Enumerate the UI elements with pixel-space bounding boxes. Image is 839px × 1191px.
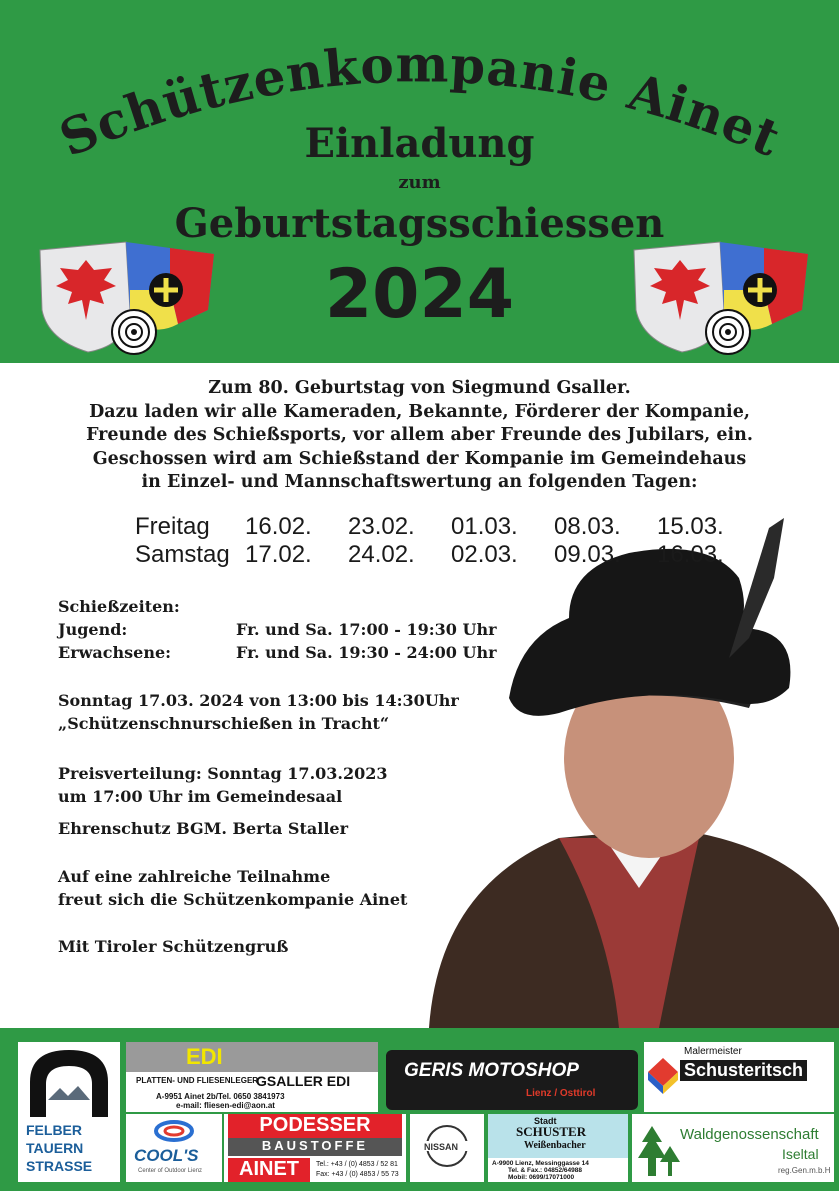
shooting-times xyxy=(58,595,497,664)
sunday-event xyxy=(58,689,459,735)
sponsor-schusteritsch xyxy=(644,1042,834,1112)
left-coat-of-arms xyxy=(38,240,216,355)
edi-mail: e-mail: fliesen-edi@aon.at xyxy=(176,1101,275,1110)
nissan-name: NISSAN xyxy=(424,1142,459,1152)
podesser-tel: Tel.: +43 / (0) 4853 / 52 81 xyxy=(316,1161,398,1168)
schedule-date: 17.02. xyxy=(245,541,312,568)
podesser-name: PODESSER xyxy=(228,1114,402,1138)
target-icon xyxy=(112,310,156,354)
stadtschuster-sub: Weißenbacher xyxy=(524,1140,586,1151)
time-value: Fr. und Sa. 17:00 - 19:30 Uhr xyxy=(236,620,497,639)
edi-name: GSALLER EDI xyxy=(256,1073,351,1089)
invitation-title: Einladung xyxy=(304,120,535,167)
target-icon xyxy=(706,310,750,354)
schusteritsch-name: Schusteritsch xyxy=(680,1060,807,1081)
geris-name: GERIS MOTOSHOP xyxy=(404,1060,579,1081)
cools-swirl-icon xyxy=(154,1120,194,1142)
greeting: Mit Tiroler Schützengruß xyxy=(58,937,289,956)
podesser-place: AINET xyxy=(228,1158,310,1182)
event-title: Geburtstagsschiessen xyxy=(174,200,665,247)
schedule-day: Freitag xyxy=(135,513,210,540)
wald-place: Iseltal xyxy=(782,1146,819,1162)
sponsor-felbertauern xyxy=(18,1042,120,1182)
schedule-row xyxy=(135,541,724,569)
felbertauern-l2: TAUERN xyxy=(26,1140,84,1156)
schedule-day: Samstag xyxy=(135,541,230,568)
cools-sub: Center of Outdoor Lienz xyxy=(138,1168,203,1174)
organization-title: Schützenkompanie Ainet xyxy=(51,34,789,169)
right-coat-of-arms xyxy=(632,240,810,355)
edi-trade: PLATTEN- UND FLIESENLEGER xyxy=(136,1076,259,1085)
schedule-date: 24.02. xyxy=(348,541,415,568)
stadtschuster-top: Stadt xyxy=(534,1116,557,1126)
shooting-times-heading: Schießzeiten: xyxy=(58,597,180,616)
time-label: Jugend: xyxy=(58,620,128,639)
tree-logo-icon xyxy=(634,1118,684,1178)
intro-line: Freunde des Schießsports, vor allem aber Freunde des Jubilars, ein. xyxy=(86,425,753,445)
sunday-line: Sonntag 17.03. 2024 von 13:00 bis 14:30Uhr xyxy=(58,691,459,710)
schedule-date: 01.03. xyxy=(451,513,518,540)
podesser-fax: Fax: +43 / (0) 4853 / 55 73 xyxy=(316,1171,399,1178)
award-info xyxy=(58,762,388,808)
sponsor-gsaller-edi xyxy=(126,1042,378,1112)
cools-name: COOL'S xyxy=(134,1146,199,1165)
time-label: Erwachsene: xyxy=(58,643,172,662)
sponsor-geris-motoshop xyxy=(386,1050,638,1110)
intro-text xyxy=(0,377,839,495)
time-value: Fr. und Sa. 19:30 - 24:00 Uhr xyxy=(236,643,497,662)
wald-name: Waldgenossenschaft xyxy=(680,1126,819,1143)
intro-line: Dazu laden wir alle Kameraden, Bekannte, Förderer der Kompanie, xyxy=(89,401,750,422)
schedule-date: 09.03. xyxy=(554,541,621,568)
schusteritsch-top: Malermeister xyxy=(684,1046,742,1057)
schedule-date: 23.02. xyxy=(348,513,415,540)
schedule-date: 16.02. xyxy=(245,513,312,540)
stadtschuster-name: SCHUSTER xyxy=(516,1124,587,1139)
schedule-table xyxy=(135,513,724,569)
schedule-row xyxy=(135,513,724,541)
tunnel-logo-icon xyxy=(18,1042,120,1117)
schedule-date: 02.03. xyxy=(451,541,518,568)
event-year: 2024 xyxy=(324,255,515,334)
edi-address: A-9951 Ainet 2b/Tel. 0650 3841973 xyxy=(156,1092,285,1101)
schedule-date: 16.03. xyxy=(657,541,724,568)
invitation-body xyxy=(0,363,839,1028)
color-cubes-icon xyxy=(646,1056,680,1096)
intro-line: Zum 80. Geburtstag von Siegmund Gsaller. xyxy=(208,378,631,398)
sponsor-stadtschuster xyxy=(488,1114,628,1182)
edi-logo: EDI xyxy=(186,1044,223,1069)
intro-line: in Einzel- und Mannschaftswertung an folgenden Tagen: xyxy=(141,472,698,492)
patron-line: Ehrenschutz BGM. Berta Staller xyxy=(58,819,349,838)
organization-title-arc xyxy=(0,0,839,200)
stadtschuster-address: A-9900 Lienz, Messinggasse 14 xyxy=(492,1160,589,1167)
shooting-time-row xyxy=(58,641,497,664)
closing-line: Auf eine zahlreiche Teilnahme xyxy=(58,867,331,886)
sponsor-bar xyxy=(0,1028,839,1191)
podesser-sub: BAUSTOFFE xyxy=(228,1138,402,1156)
jubilar-portrait xyxy=(409,508,839,1028)
wald-sub: reg.Gen.m.b.H xyxy=(778,1166,831,1175)
schedule-date: 15.03. xyxy=(657,513,724,540)
felbertauern-l3: STRASSE xyxy=(26,1158,93,1174)
geris-place: Lienz / Osttirol xyxy=(526,1088,596,1099)
connector-word: zum xyxy=(398,172,441,193)
felbertauern-l1: FELBER xyxy=(26,1122,82,1138)
stadtschuster-tel: Tel. & Fax.: 04852/64988 xyxy=(508,1167,582,1174)
intro-line: Geschossen wird am Schießstand der Kompanie im Gemeindehaus xyxy=(92,448,747,469)
sponsor-cools xyxy=(126,1114,222,1182)
shooting-time-row xyxy=(58,618,497,641)
sponsor-waldgenossenschaft xyxy=(632,1114,834,1182)
closing-text xyxy=(58,865,407,911)
sponsor-nissan xyxy=(410,1114,484,1182)
closing-line: freut sich die Schützenkompanie Ainet xyxy=(58,890,408,909)
award-line: Preisverteilung: Sonntag 17.03.2023 xyxy=(58,764,388,783)
sunday-line: „Schützenschnurschießen in Tracht“ xyxy=(58,714,390,733)
stadtschuster-mobil: Mobil: 0699/17071000 xyxy=(508,1174,575,1181)
schedule-date: 08.03. xyxy=(554,513,621,540)
award-line: um 17:00 Uhr im Gemeindesaal xyxy=(58,787,343,806)
sponsor-podesser xyxy=(224,1114,406,1182)
header-banner xyxy=(0,0,839,363)
